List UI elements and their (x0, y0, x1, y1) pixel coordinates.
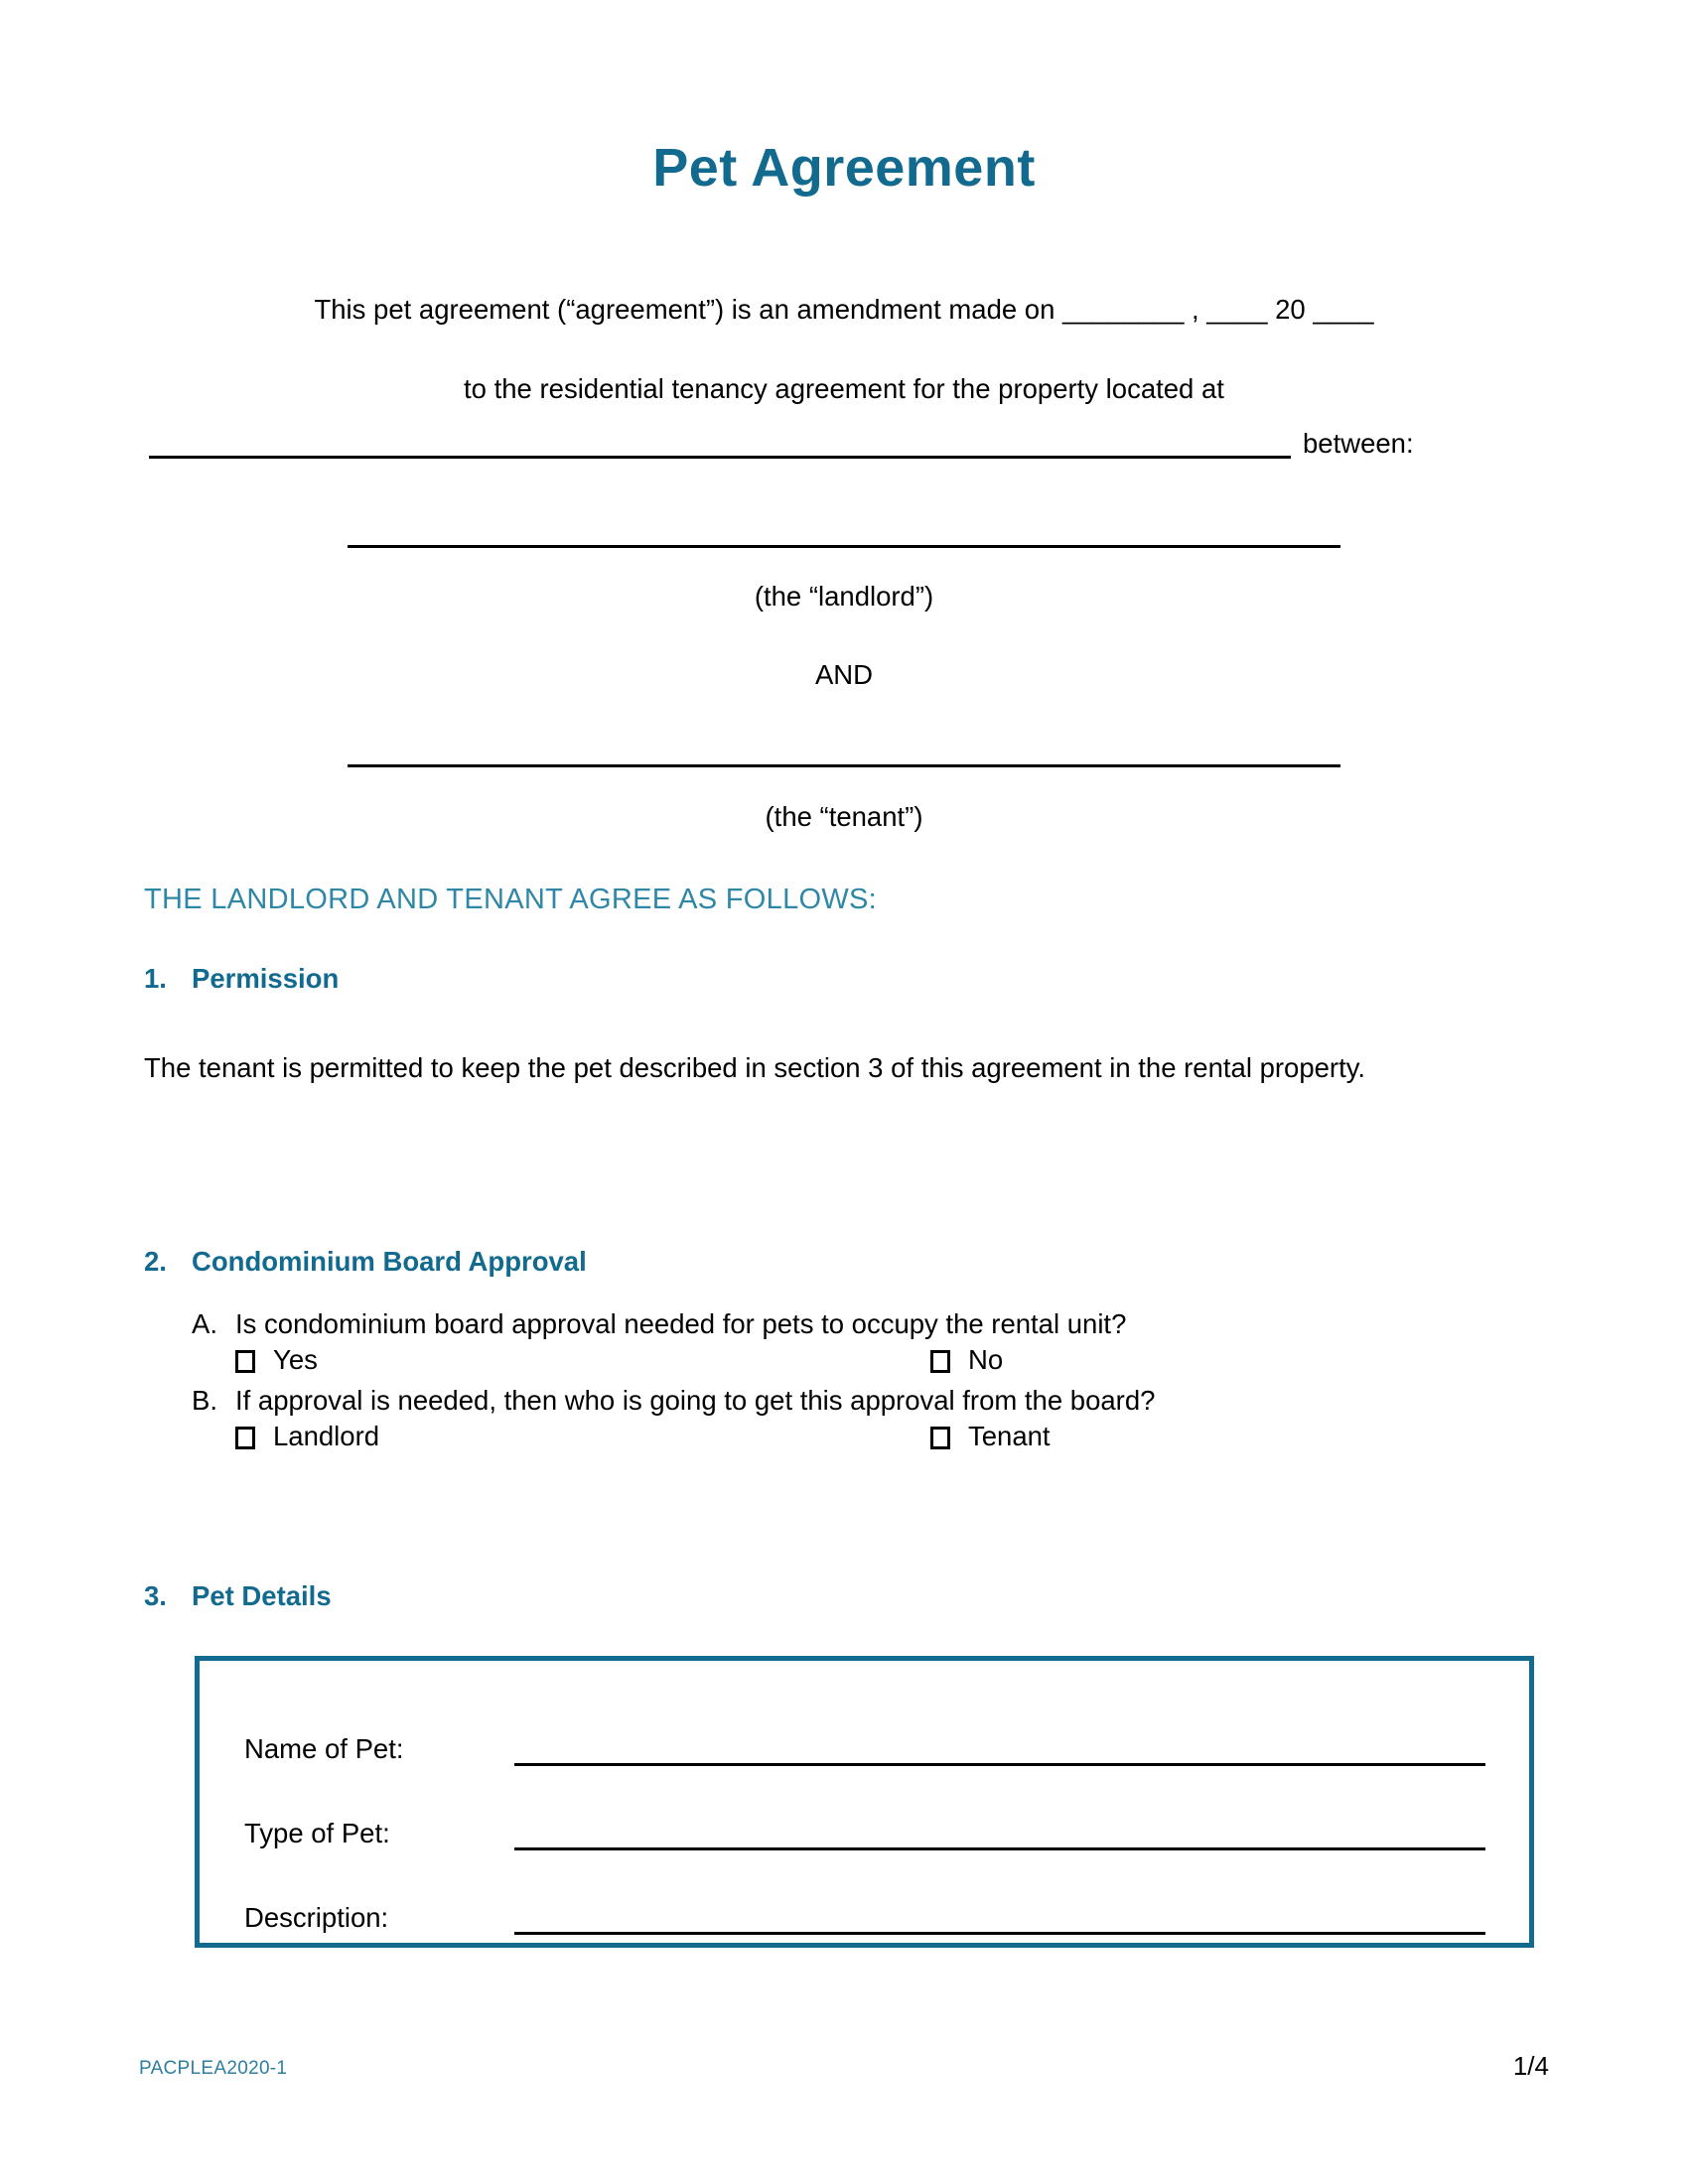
pet-description-row (244, 1901, 1485, 1935)
checkbox-icon[interactable] (930, 1427, 950, 1449)
pet-name-label: Name of Pet: (244, 1733, 404, 1764)
pet-name-row (244, 1732, 1485, 1766)
section-title-3: Pet Details (192, 1580, 332, 1611)
intro-block (149, 270, 1539, 429)
landlord-name-row (149, 520, 1539, 553)
landlord-name-field[interactable] (348, 520, 1340, 548)
intro-line-2: to the residential tenancy agreement for the property located at (464, 373, 1224, 404)
condo-item-a (192, 1308, 1562, 1390)
pet-type-row (244, 1817, 1485, 1850)
condo-item-b-option-tenant-label: Tenant (968, 1421, 1051, 1451)
landlord-caption: (the “landlord”) (754, 581, 934, 612)
checkbox-icon[interactable] (235, 1350, 255, 1373)
footer-document-code: PACPLEA2020-1 (139, 2058, 288, 2079)
checkbox-icon[interactable] (235, 1427, 255, 1449)
condo-item-a-question-row (192, 1308, 1562, 1340)
section-heading-pet-details (144, 1580, 332, 1612)
condo-item-b-option-landlord-label: Landlord (273, 1421, 380, 1451)
tenant-caption-row (149, 794, 1539, 840)
condo-item-b-letter: B. (192, 1385, 217, 1416)
condo-item-a-option-yes-label: Yes (273, 1344, 318, 1375)
condo-item-b (192, 1385, 1562, 1466)
landlord-caption-row (149, 574, 1539, 619)
tenant-caption: (the “tenant”) (765, 801, 923, 832)
section-number-1: 1. (144, 963, 167, 994)
condo-item-a-option-no[interactable] (930, 1344, 1003, 1376)
section-title-1: Permission (192, 963, 340, 994)
condo-item-a-option-no-label: No (968, 1344, 1004, 1375)
checkbox-icon[interactable] (930, 1350, 950, 1373)
tenant-name-field[interactable] (348, 740, 1340, 767)
and-separator: AND (814, 659, 874, 690)
section-heading-condo (144, 1246, 587, 1278)
between-label: between: (1303, 428, 1414, 459)
condo-item-a-question: Is condominium board approval needed for pets to occupy the rental unit? (235, 1308, 1127, 1339)
pet-details-box (195, 1656, 1534, 1948)
pet-name-input[interactable] (514, 1734, 1485, 1766)
agree-as-follows-heading: THE LANDLORD AND TENANT AGREE AS FOLLOWS: (144, 884, 878, 915)
section-number-3: 3. (144, 1580, 167, 1611)
condo-item-b-option-landlord[interactable] (235, 1421, 379, 1452)
pet-description-label: Description: (244, 1902, 389, 1933)
tenant-name-row (149, 740, 1539, 772)
condo-item-b-options (192, 1421, 1562, 1466)
property-address-row (149, 429, 1539, 459)
section-title-2: Condominium Board Approval (192, 1246, 587, 1277)
section-number-2: 2. (144, 1246, 167, 1277)
intro-line-1: This pet agreement (“agreement”) is an amendment made on ________ , ____ 20 ____ (314, 294, 1374, 325)
section-body-permission: The tenant is permitted to keep the pet described in section 3 of this agreement in the rental property. (144, 1052, 1366, 1083)
condo-item-b-question: If approval is needed, then who is going to get this approval from the board? (235, 1385, 1156, 1416)
section-heading-permission (144, 963, 339, 995)
condo-item-b-option-tenant[interactable] (930, 1421, 1051, 1452)
condo-item-a-options (192, 1344, 1562, 1390)
pet-type-input[interactable] (514, 1819, 1485, 1850)
property-address-field[interactable] (149, 429, 1291, 459)
condo-item-a-option-yes[interactable] (235, 1344, 318, 1376)
pet-type-label: Type of Pet: (244, 1818, 390, 1848)
pet-description-input[interactable] (514, 1903, 1485, 1935)
page-title: Pet Agreement (652, 138, 1036, 198)
condo-item-b-question-row (192, 1385, 1562, 1417)
condo-item-a-letter: A. (192, 1308, 217, 1339)
footer-page-number: 1/4 (1512, 2051, 1549, 2081)
